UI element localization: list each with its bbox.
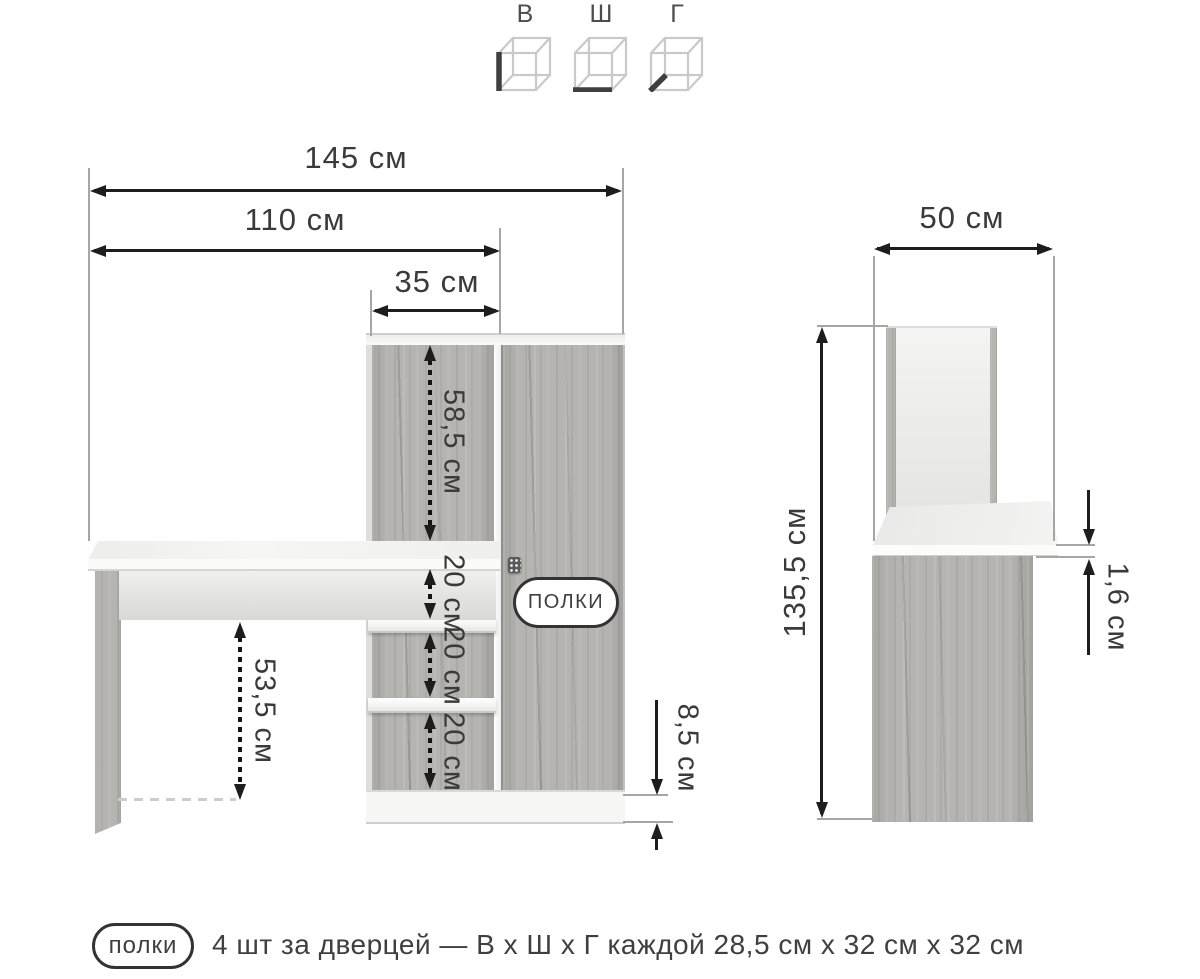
dim-35-arrow-left [372,305,388,317]
dim-110-label: 110 см [244,202,346,237]
legend-label-depth: Г [670,0,684,28]
unit-top-edge [366,333,625,345]
dim-110-arrow-right [484,245,500,257]
dim-16-line-bottom [1087,574,1090,655]
dim-20b-label: 20 см [437,626,470,706]
plinth [366,790,625,824]
dim-20a-label: 20 см [437,554,470,634]
dim-85-label: 8,5 см [671,703,704,793]
dim-35-line [375,309,496,312]
floor-dashed-line [118,798,236,801]
side-cabinet-panel [872,556,1033,822]
shelves-badge-label: ПОЛКИ [527,591,605,613]
dim-585-line [428,350,432,536]
desk-leg [95,556,121,834]
shelf-2 [368,698,496,713]
cabinet-door [503,342,623,790]
dim-85-line-top [655,700,658,780]
leader-thickness-bottom [1036,556,1095,558]
dim-85-line-bottom [655,838,658,850]
dim-20b-arrow-bottom [424,681,436,697]
side-desk-top-edge [873,545,1058,556]
dim-110-arrow-left [90,245,106,257]
ext-line-side-left [873,256,875,541]
dim-1355-arrow-bottom [816,802,828,818]
door-handle [508,557,521,573]
ext-line-left [88,168,90,541]
dim-20c-arrow-top [424,713,436,729]
side-desk-top-surface [873,501,1058,545]
dim-20b-arrow-top [424,633,436,649]
dim-535-arrow-bottom [234,784,246,800]
leader-side-top [817,325,888,327]
ext-line-side-right [1053,256,1055,541]
ext-line-right-145 [622,168,624,334]
footnote-text: 4 шт за дверцей — В х Ш х Г каждой 28,5 см х 32 см х 32 см [212,929,1025,960]
cube-depth-icon [648,34,706,92]
dim-20a-arrow-top [424,569,436,585]
door-seam [501,342,503,790]
dim-50-arrow-right [1037,243,1053,255]
cabinet-right-edge [623,335,625,822]
dim-585-label: 58,5 см [437,389,470,495]
dim-110-line [94,249,496,252]
footnote-badge [92,923,194,969]
shelves-badge [513,577,619,628]
dim-50-arrow-left [874,243,890,255]
shelf-1 [368,618,496,633]
dim-16-line-top [1087,490,1090,530]
dim-1355-arrow-top [816,327,828,343]
dim-585-arrow-top [424,345,436,361]
footnote-badge-label: полки [108,932,178,959]
dim-585-arrow-bottom [424,525,436,541]
dim-20c-arrow-bottom [424,773,436,789]
cube-width-icon [572,34,630,92]
leader-plinth-bottom [623,821,673,823]
dim-145-arrow-right [606,185,622,197]
dim-35-arrow-right [484,305,500,317]
dim-535-label: 53,5 см [248,658,281,764]
dim-16-label: 1,6 см [1101,562,1134,652]
dim-145-label: 145 см [304,140,408,175]
dim-16-arrow-down [1083,529,1095,545]
dim-535-arrow-top [234,622,246,638]
dim-85-arrow-down [651,779,663,795]
dim-16-arrow-up [1083,559,1095,575]
legend-label-height: В [516,0,534,28]
dim-145-line [94,189,618,192]
dim-20c-label: 20 см [437,712,470,792]
dim-1355-line [820,332,823,814]
dim-1355-label: 135,5 см [777,506,812,638]
dim-35-label: 35 см [394,264,480,299]
dim-50-line [877,247,1049,250]
dim-145-arrow-left [90,185,106,197]
cube-height-icon [496,34,554,92]
dim-535-line [238,627,242,785]
leader-side-bottom [817,818,872,820]
legend-label-width: Ш [589,0,613,28]
dim-50-label: 50 см [919,200,1005,235]
dim-85-arrow-up [651,823,663,839]
dim-20a-arrow-bottom [424,603,436,619]
